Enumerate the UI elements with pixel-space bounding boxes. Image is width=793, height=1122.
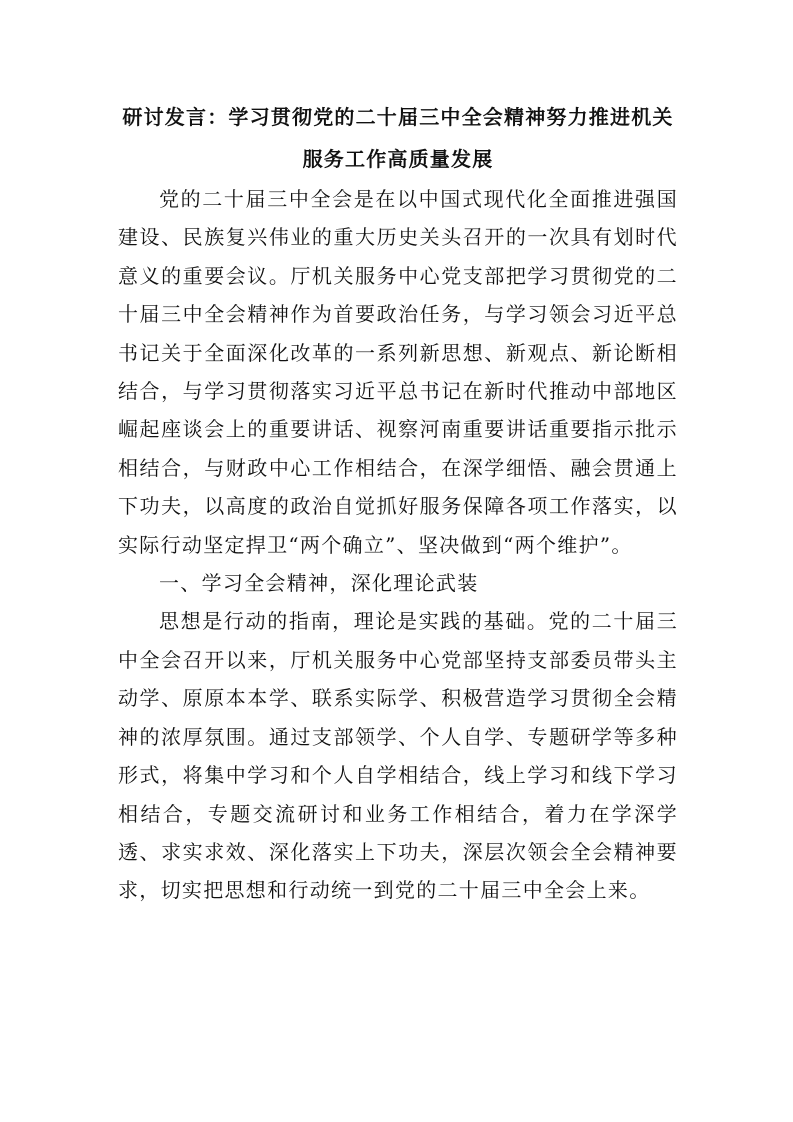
title-line-1: 研讨发言：学习贯彻党的二十届三中全会精神努力推进机关 <box>122 105 674 129</box>
section-heading-1: 一、学习全会精神，深化理论武装 <box>159 571 479 596</box>
document-page <box>118 96 678 910</box>
document-title <box>118 96 678 180</box>
section-1-paragraph: 思想是行动的指南，理论是实践的基础。党的二十届三中全会召开以来，厅机关服务中心党部坚持支部委员带头主动学、原原本本学、联系实际学、积极营造学习贯彻全会精神的浓厚氛围。通过支部领学、个人自学、专题研学等多种形式，将集中学习和个人自学相结合，线上学习和线下学习相结合，专题交流研讨和业务工作相结合，着力在学深学透、求实求效、深化落实上下功夫，深层次领会全会精神要求，切实把思想和行动统一到党的二十届三中全会上来。 <box>118 609 678 903</box>
title-line-2: 服务工作高质量发展 <box>302 147 494 171</box>
intro-paragraph: 党的二十届三中全会是在以中国式现代化全面推进强国建设、民族复兴伟业的重大历史关头召开的一次具有划时代意义的重要会议。厅机关服务中心党支部把学习贯彻党的二十届三中全会精神作为首要政治任务，与学习领会习近平总书记关于全面深化改革的一系列新思想、新观点、新论断相结合，与学习贯彻落实习近平总书记在新时代推动中部地区崛起座谈会上的重要讲话、视察河南重要讲话重要指示批示相结合，与财政中心工作相结合，在深学细悟、融会贯通上下功夫，以高度的政治自觉抓好服务保障各项工作落实，以实际行动坚定捍卫“两个确立”、坚决做到“两个维护”。 <box>118 187 678 557</box>
